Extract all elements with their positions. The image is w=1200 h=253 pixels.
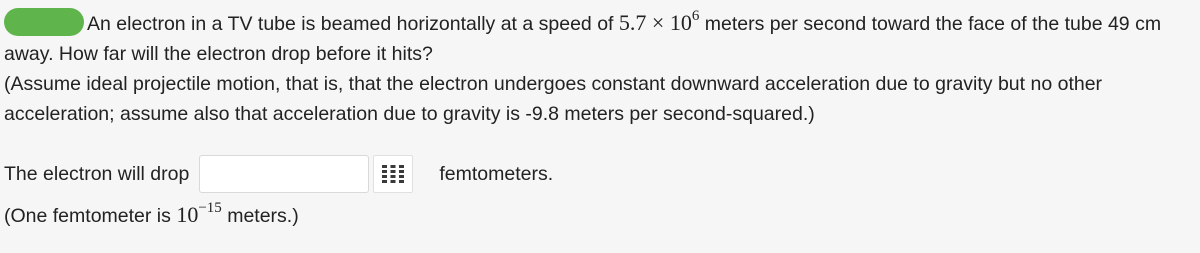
unit-note-exponent: −15 [198,199,222,216]
answer-row [4,153,553,195]
speed-exponent: 6 [691,7,700,24]
keypad-button[interactable] [373,155,413,193]
problem-text-start: An electron in a TV tube is beamed horizontally at a speed of [87,13,619,35]
speed-mantissa: 5.7 [618,10,647,35]
speed-base: 10 [669,10,692,35]
unit-note [4,200,299,231]
times-sign: × [651,10,665,35]
unit-note-base: 10 [176,202,199,227]
unit-note-power [176,199,222,227]
problem-statement [4,8,1196,129]
answer-input[interactable] [200,156,368,192]
unit-note-suffix: meters.) [221,205,299,227]
answer-input-container [199,155,369,193]
problem-assumption: (Assume ideal projectile motion, that is, that the electron undergoes constant downward acceleration due to gravity but no other acceleration; assume also that acceleration due to gravity is -9.8 meters per second-squared.) [4,73,1103,125]
unit-note-prefix: (One femtometer is [4,205,177,227]
problem-text-end: meters per second toward the face of the tube 49 cm away. How far will the electron drop before it hits? [4,13,1162,65]
answer-prefix: The electron will drop [4,162,190,185]
answer-units: femtometers. [439,162,554,185]
keypad-grid-icon [382,165,404,183]
speed-expression [618,7,700,35]
question-number-badge [4,8,84,36]
